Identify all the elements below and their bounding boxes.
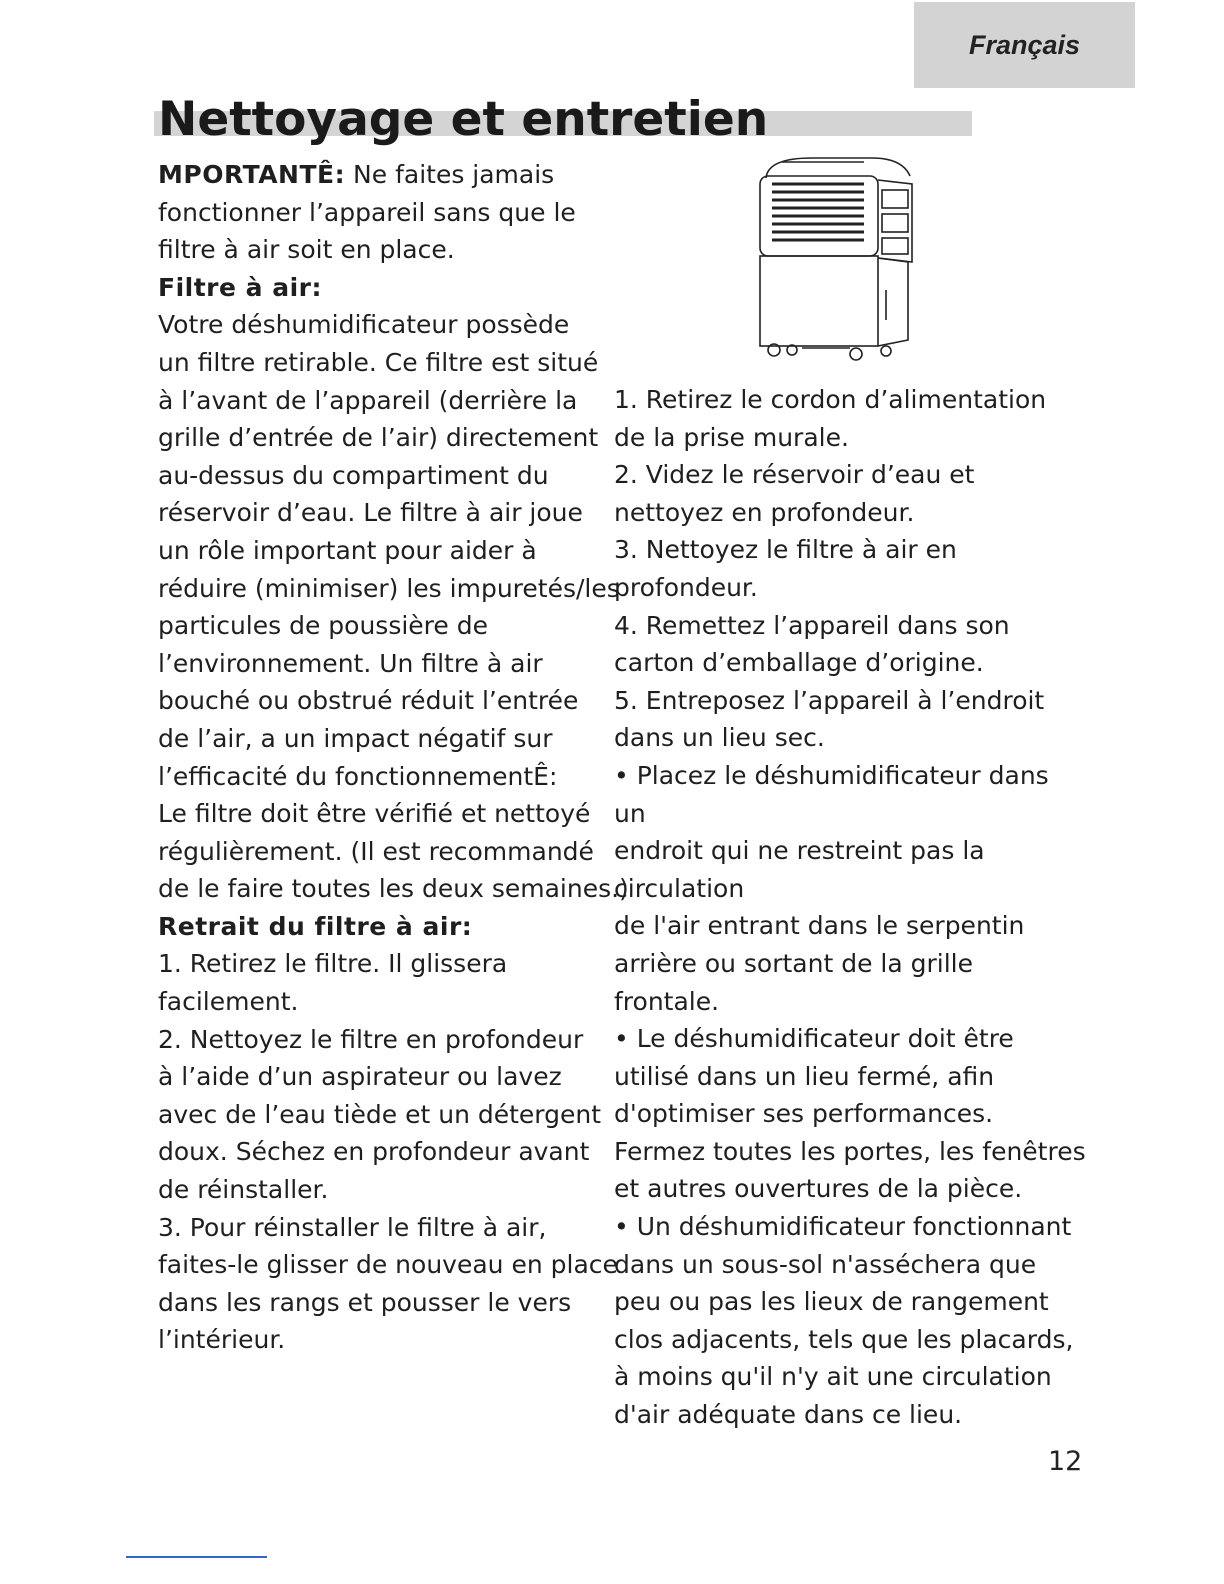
text-line: • Placez le déshumidificateur dans xyxy=(614,760,1049,790)
text-line: un filtre retirable. Ce filtre est situé xyxy=(158,347,599,377)
text-line: à l’avant de l’appareil (derrière la xyxy=(158,385,578,415)
text-line: réduire (minimiser) les impuretés/les xyxy=(158,573,620,603)
text-line: et autres ouvertures de la pièce. xyxy=(614,1174,1023,1204)
text-line: 5. Entreposez l’appareil à l’endroit xyxy=(614,685,1045,715)
text-line: peu ou pas les lieux de rangement xyxy=(614,1287,1049,1317)
removal-heading: Retrait du filtre à air: xyxy=(158,911,473,941)
text-line: fonctionner l’appareil sans que le xyxy=(158,197,576,227)
air-filter-heading: Filtre à air: xyxy=(158,272,322,302)
footnote-rule xyxy=(126,1556,267,1558)
text-line: utilisé dans un lieu fermé, afin xyxy=(614,1061,995,1091)
text-line: l’environnement. Un filtre à air xyxy=(158,648,543,678)
left-column xyxy=(158,156,629,1359)
important-label: MPORTANTÊ: xyxy=(158,160,346,189)
text-line: un xyxy=(614,798,646,828)
language-label: Français xyxy=(968,29,1081,60)
text-line: 4. Remettez l’appareil dans son xyxy=(614,610,1010,640)
text-line: d'optimiser ses performances. xyxy=(614,1099,994,1129)
text-line: nettoyez en profondeur. xyxy=(614,497,915,527)
text-line: 1. Retirez le filtre. Il glissera xyxy=(158,949,508,979)
text-line: facilement. xyxy=(158,987,299,1017)
text-line: 2. Videz le réservoir d’eau et xyxy=(614,460,975,490)
text-line: l’efficacité du fonctionnementÊ: xyxy=(158,761,558,791)
text-line: 3. Pour réinstaller le filtre à air, xyxy=(158,1212,547,1242)
text-line: dans les rangs et pousser le vers xyxy=(158,1287,572,1317)
text-line: arrière ou sortant de la grille xyxy=(614,948,973,978)
text-line: 1. Retirez le cordon d’alimentation xyxy=(614,385,1047,414)
text-line: dans un sous-sol n'asséchera que xyxy=(614,1249,1037,1279)
text-line: Votre déshumidificateur possède xyxy=(158,310,570,340)
text-line: de réinstaller. xyxy=(158,1175,329,1205)
important-note xyxy=(158,156,588,194)
text-line: l’intérieur. xyxy=(158,1325,286,1355)
text-line: régulièrement. (Il est recommandé xyxy=(158,836,594,866)
text-line: endroit qui ne restreint pas la xyxy=(614,836,985,866)
text-line: de l'air entrant dans le serpentin xyxy=(614,911,1025,941)
text-line: grille d’entrée de l’air) directement xyxy=(158,423,599,453)
text-line: circulation xyxy=(614,873,745,903)
page-number: 12 xyxy=(1048,1446,1083,1477)
text-line: un rôle important pour aider à xyxy=(158,535,537,565)
text-line: dans un lieu sec. xyxy=(614,723,825,753)
text-line: réservoir d’eau. Le filtre à air joue xyxy=(158,498,583,528)
text-line: frontale. xyxy=(614,986,720,1016)
text-line: à l’aide d’un aspirateur ou lavez xyxy=(158,1062,562,1092)
text-line: carton d’emballage d’origine. xyxy=(614,648,984,678)
right-column xyxy=(614,381,1086,1434)
text-line: particules de poussière de xyxy=(158,611,488,641)
text-line: faites-le glisser de nouveau en place xyxy=(158,1250,618,1280)
text-line: d'air adéquate dans ce lieu. xyxy=(614,1400,963,1430)
language-tab xyxy=(914,2,1135,88)
text-line: Le filtre doit être vérifié et nettoyé xyxy=(158,799,591,829)
text-line: de le faire toutes les deux semaines.) xyxy=(158,874,629,904)
important-text: Ne faites jamais xyxy=(345,160,555,189)
page-title: Nettoyage et entretien xyxy=(158,92,769,147)
text-line: • Le déshumidificateur doit être xyxy=(614,1024,1014,1054)
text-line: à moins qu'il n'y ait une circulation xyxy=(614,1362,1052,1392)
text-line: avec de l’eau tiède et un détergent xyxy=(158,1099,602,1129)
text-line: au-dessus du compartiment du xyxy=(158,460,549,490)
text-line: bouché ou obstrué réduit l’entrée xyxy=(158,686,579,716)
text-line: doux. Séchez en profondeur avant xyxy=(158,1137,590,1167)
text-line: clos adjacents, tels que les placards, xyxy=(614,1324,1074,1354)
dehumidifier-illustration xyxy=(752,150,922,365)
text-line: de l’air, a un impact négatif sur xyxy=(158,723,553,753)
text-line: 3. Nettoyez le filtre à air en xyxy=(614,535,957,565)
text-line: profondeur. xyxy=(614,572,758,602)
text-line: 2. Nettoyez le filtre en profondeur xyxy=(158,1024,584,1054)
text-line: Fermez toutes les portes, les fenêtres xyxy=(614,1136,1086,1166)
text-line: de la prise murale. xyxy=(614,422,849,452)
text-line: • Un déshumidificateur fonctionnant xyxy=(614,1212,1072,1242)
text-line: filtre à air soit en place. xyxy=(158,235,455,265)
